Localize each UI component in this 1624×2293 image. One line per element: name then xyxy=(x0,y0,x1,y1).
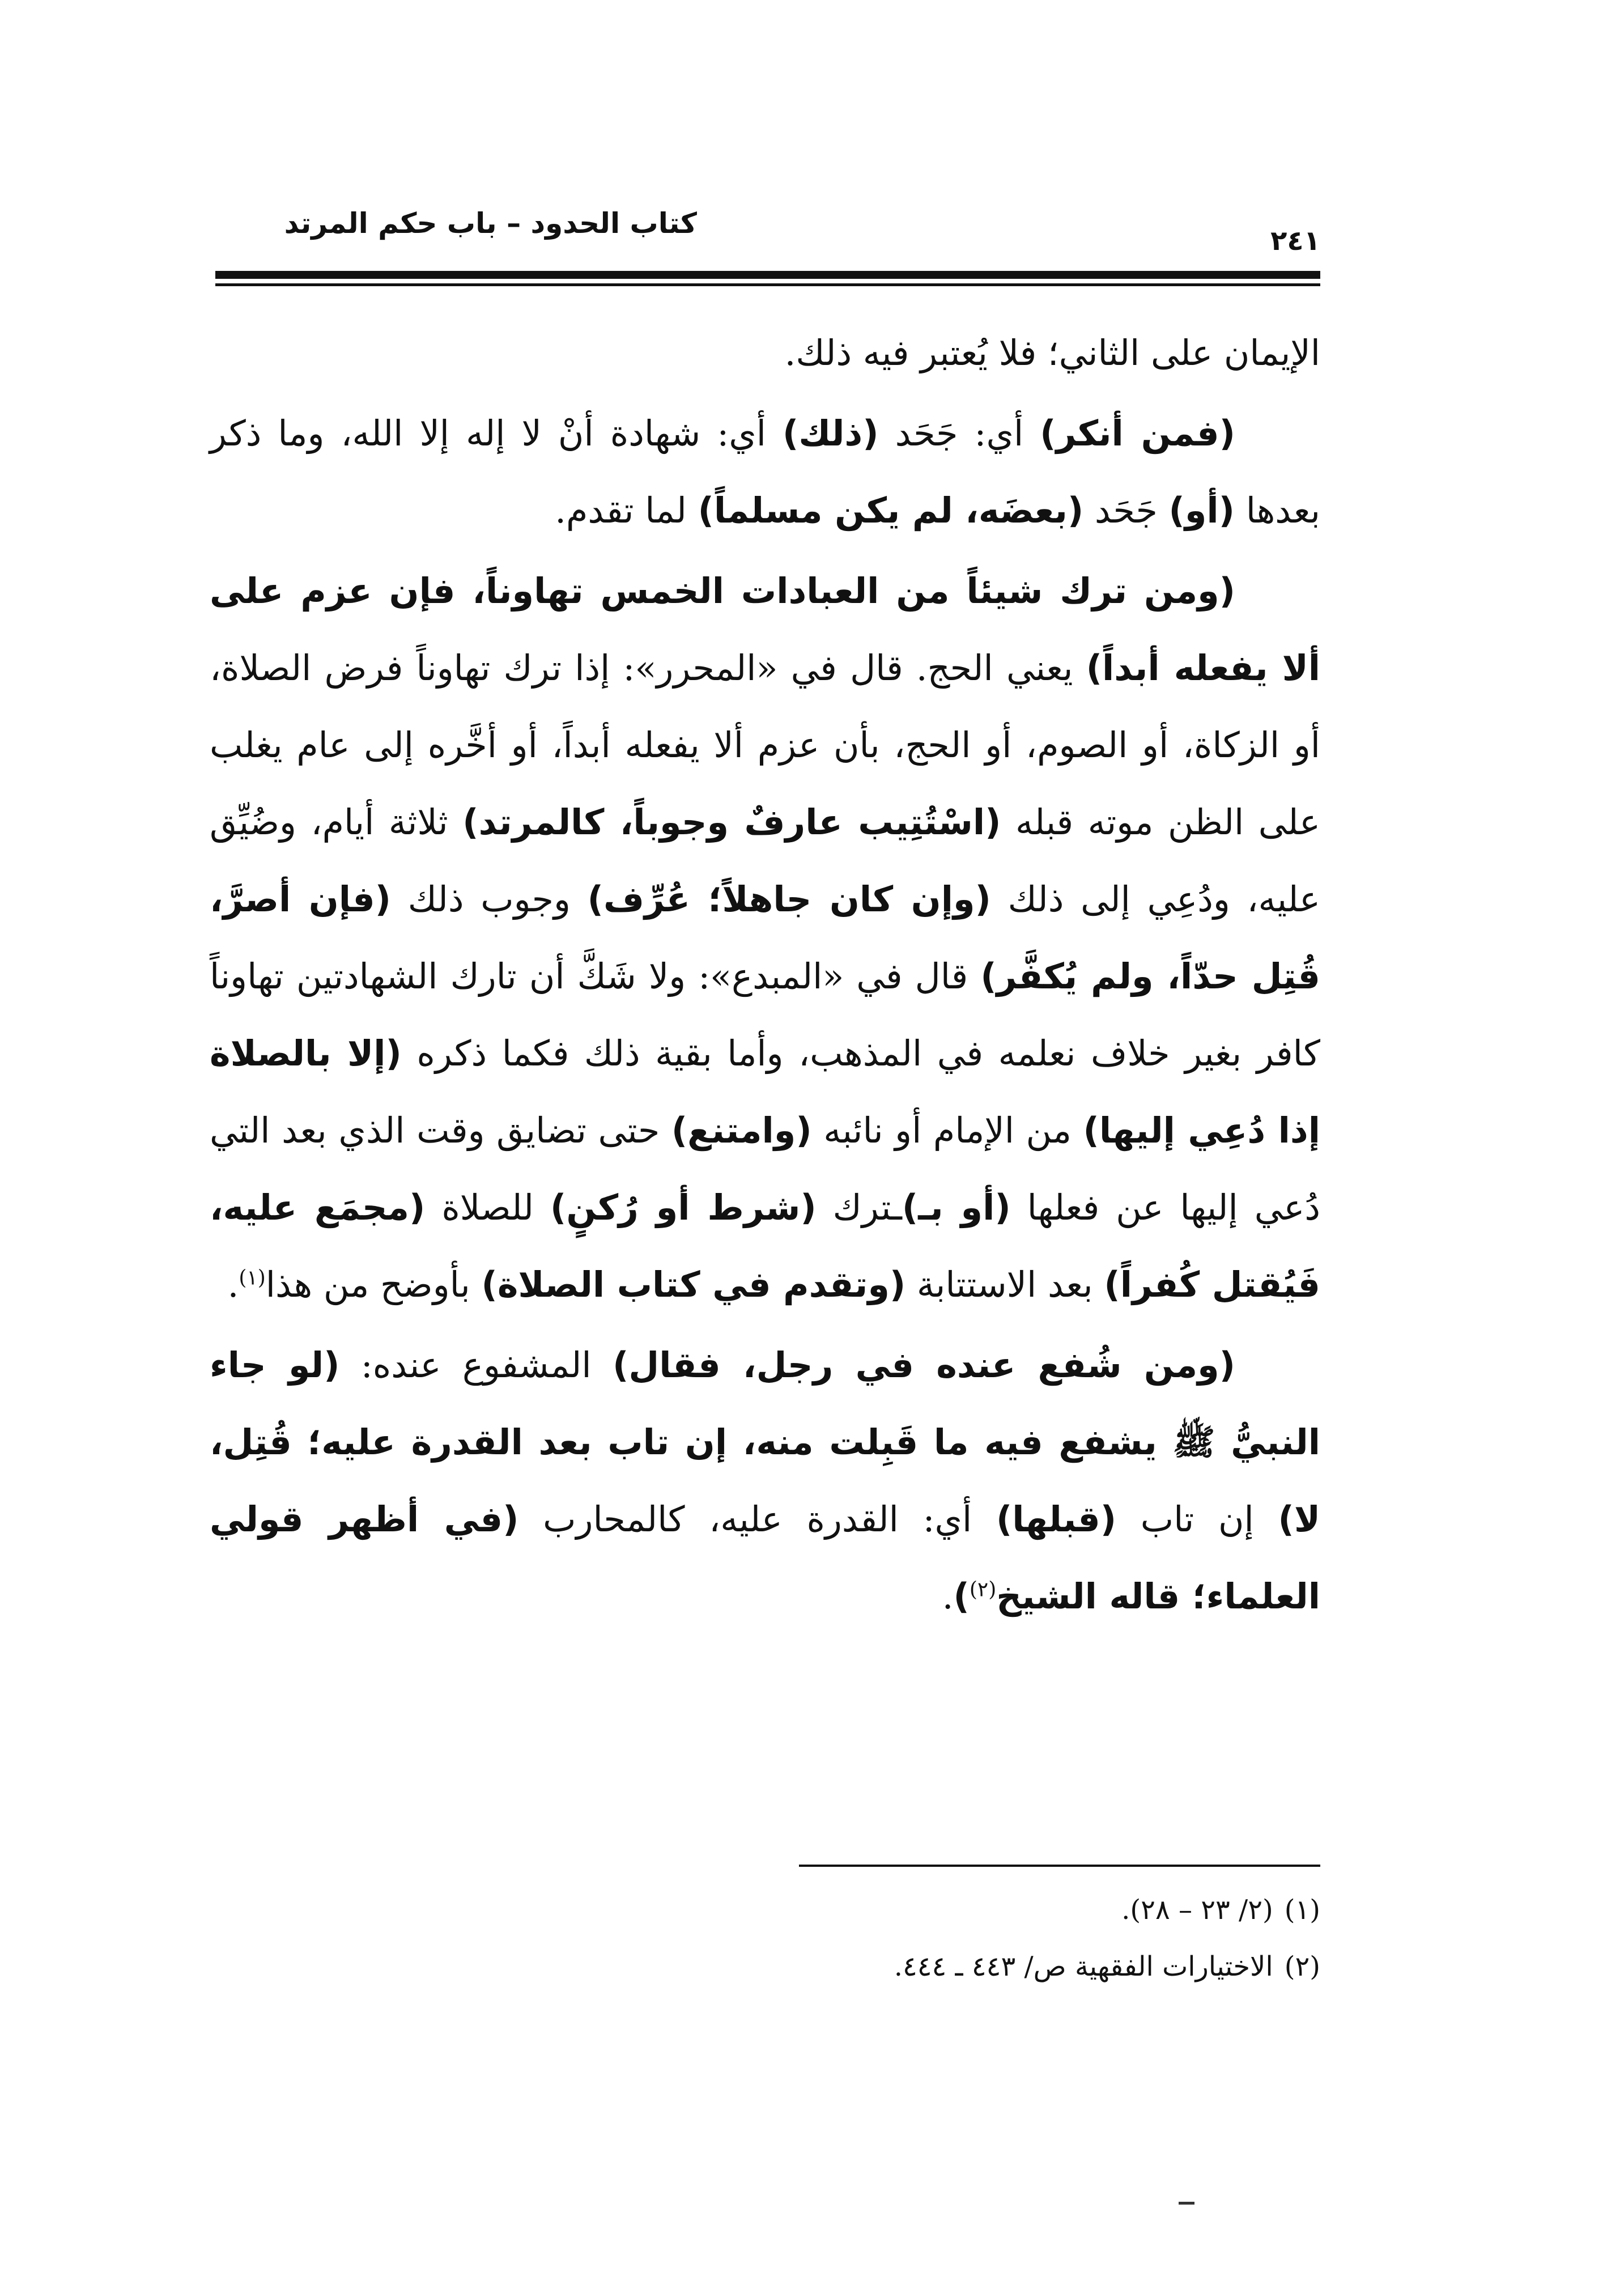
text-run: المشفوع عنده: xyxy=(339,1344,613,1386)
paragraph-4 xyxy=(210,1327,1320,1635)
matn-run: (وتقدم في كتاب الصلاة) xyxy=(481,1264,906,1305)
matn-run: ) xyxy=(953,1576,970,1617)
text-run: جَحَد xyxy=(1083,490,1169,531)
scan-mark xyxy=(1179,2202,1194,2205)
footnote-text: (٢/ ٢٣ – ٢٨). xyxy=(1121,1894,1273,1926)
matn-run: (وامتنع) xyxy=(671,1110,812,1151)
matn-run: (اسْتُتِيب عارفٌ وجوباً، كالمرتد) xyxy=(462,801,1001,843)
main-text xyxy=(210,315,1320,1638)
text-run: بأوضح من هذا xyxy=(265,1264,482,1305)
text-run: الإيمان على الثاني؛ فلا يُعتبر فيه ذلك. xyxy=(784,332,1320,373)
matn-run: (فإن أصرَّ، قُتِل حدّاً، ولم يُكفَّر) xyxy=(210,878,1320,997)
text-run: إن تاب xyxy=(1116,1498,1278,1540)
matn-run: (وإن كان جاهلاً؛ عُرِّف) xyxy=(587,878,991,920)
text-run: يعني الحج. قال في «المحرر»: إذا ترك تهاوناً فرض الصلاة، أو الزكاة، أو الصوم، أو الحج، بأن عزم ألا يفعله أبداً، أو أخَّره إلى عام يغلب على الظن موته قبله xyxy=(210,647,1320,843)
text-run: . xyxy=(942,1576,954,1617)
text-run: أي: جَحَد xyxy=(878,413,1040,454)
footnote-1 xyxy=(510,1882,1320,1938)
matn-run: (لو جاء النبيُّ ﷺ يشفع فيه ما قَبِلت منه، إن تاب بعد القدرة عليه؛ قُتِل، لا) xyxy=(210,1344,1320,1540)
text-run: حتى تضايق وقت الذي بعد التي دُعي إليها عن فعلها xyxy=(210,1110,1320,1228)
matn-run: (فمن أنكر) xyxy=(1040,413,1235,454)
matn-run: (ذلك) xyxy=(783,413,879,454)
text-run: بعد الاستتابة xyxy=(905,1264,1104,1305)
matn-run: (قبلها) xyxy=(996,1498,1117,1540)
running-header xyxy=(215,201,1320,264)
footnote-separator xyxy=(799,1865,1320,1867)
footnotes xyxy=(510,1882,1320,1995)
paragraph-1 xyxy=(210,315,1320,392)
footnote-ref-1: (١) xyxy=(239,1266,266,1290)
matn-run: (بعضَه، لم يكن مسلماً) xyxy=(698,490,1084,531)
header-rule-thick xyxy=(215,271,1320,279)
text-run: ـترك xyxy=(816,1187,902,1228)
paragraph-3 xyxy=(210,553,1320,1323)
footnote-2 xyxy=(510,1938,1320,1995)
text-run: . xyxy=(227,1264,239,1305)
text-run: قال في «المبدع»: ولا شَكَّ أن تارك الشهادتين تهاوناً كافر بغير خلاف نعلمه في المذهب، وأما بقية ذلك فكما ذكره xyxy=(210,956,1320,1074)
text-run: ثلاثة أيام، وضُيِّق عليه، ودُعِي إلى ذلك xyxy=(210,801,1321,920)
matn-run: (ومن ترك شيئاً من العبادات الخمس تهاوناً، فإن عزم على ألا يفعله أبداً) xyxy=(210,570,1320,689)
chapter-title: كتاب الحدود – باب حكم المرتد xyxy=(284,207,697,240)
matn-run: (في أظهر قولي العلماء؛ قاله الشيخ xyxy=(210,1498,1320,1617)
matn-run: (شرط أو رُكنٍ) xyxy=(550,1187,817,1228)
text-run: أي: شهادة أنْ لا إله إلا الله، وما ذكر بعدها xyxy=(210,413,1320,531)
text-run: من الإمام أو نائبه xyxy=(811,1110,1083,1151)
matn-run: (إلا بالصلاة إذا دُعِي إليها) xyxy=(210,1033,1320,1151)
text-run: لما تقدم. xyxy=(555,490,698,531)
footnote-ref-2: (٢) xyxy=(969,1578,997,1602)
footnote-text: الاختيارات الفقهية ص/ ٤٤٣ ـ ٤٤٤. xyxy=(894,1951,1273,1982)
text-run: للصلاة xyxy=(425,1187,550,1228)
text-run: وجوب ذلك xyxy=(391,878,588,920)
matn-run: (أو بـ) xyxy=(902,1187,1011,1228)
text-run: أي: القدرة عليه، كالمحارب xyxy=(518,1498,996,1540)
header-rule-thin xyxy=(215,283,1320,286)
footnote-number: (١) xyxy=(1284,1894,1320,1926)
page-number: ٢٤١ xyxy=(1270,225,1320,257)
paragraph-2 xyxy=(210,395,1320,549)
footnote-number: (٢) xyxy=(1284,1951,1320,1982)
matn-run: (مجمَع عليه، فَيُقتل كُفراً) xyxy=(210,1187,1320,1305)
matn-run: (ومن شُفع عنده في رجل، فقال) xyxy=(613,1344,1235,1386)
matn-run: (أو) xyxy=(1168,490,1235,531)
